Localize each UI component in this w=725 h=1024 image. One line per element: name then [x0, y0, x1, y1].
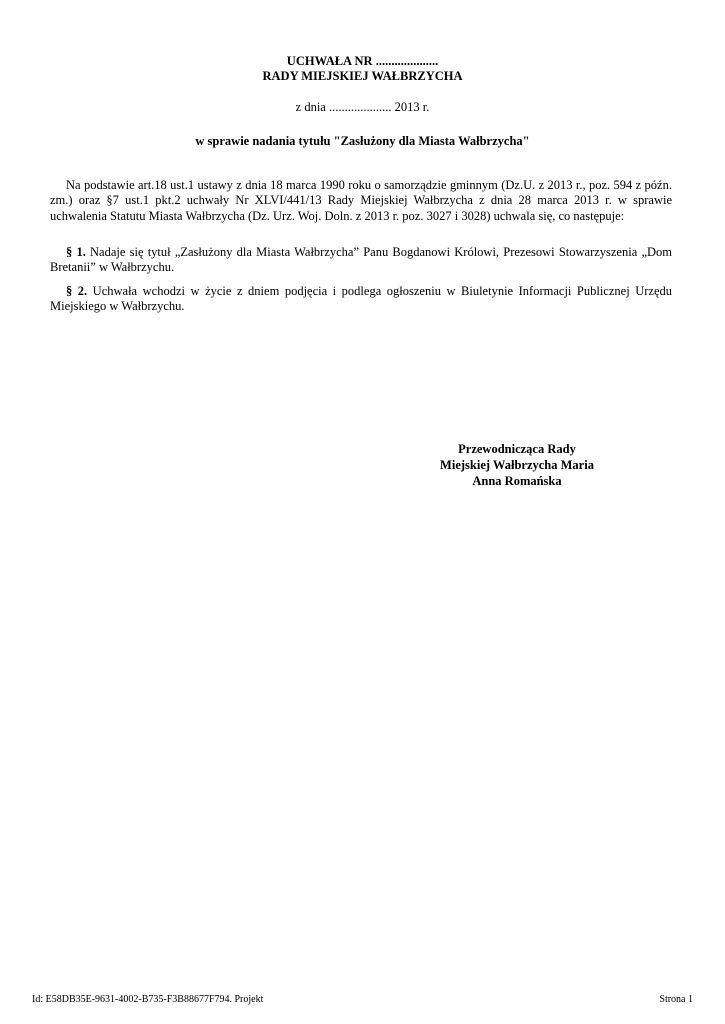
signature-line-2: Miejskiej Wałbrzycha Maria	[440, 458, 594, 472]
resolution-number-title: UCHWAŁA NR ....................	[286, 54, 439, 68]
signature-block	[415, 441, 619, 489]
signature-line-3: Anna Romańska	[472, 474, 562, 488]
signature-line-1: Przewodnicząca Rady	[458, 442, 576, 456]
legal-basis-paragraph: Na podstawie art.18 ust.1 ustawy z dnia 18 marca 1990 roku o samorządzie gminnym (Dz.U. z 2013 r., poz. 594 z późn. zm.) oraz §7 ust.1 pkt.2 uchwały Nr XLVI/441/13 Rady Miejskiej Wałbrzycha z dnia 28 marca 2013 r. w sprawie uchwalenia Statutu Miasta Wałbrzycha (Dz. Urz. Woj. Doln. z 2013 r. poz. 3027 i 3028) uchwala się, co następuje:	[50, 178, 672, 223]
section-2-text: Uchwała wchodzi w życie z dniem podjęcia i podlega ogłoszeniu w Biuletynie Informacji Publicznej Urzędu Miejskiego w Wałbrzychu.	[50, 284, 672, 314]
section-1-label: § 1.	[66, 245, 86, 259]
section-1-paragraph	[50, 245, 672, 276]
resolution-subject: w sprawie nadania tytułu "Zasłużony dla Miasta Wałbrzycha"	[195, 134, 530, 148]
footer-document-id: Id: E58DB35E-9631-4002-B735-F3B88677F794. Projekt	[32, 994, 264, 1005]
resolution-date: z dnia .................... 2013 r.	[295, 100, 430, 114]
footer-page-number: Strona 1	[659, 994, 693, 1005]
section-2-paragraph	[50, 284, 672, 315]
section-1-text: Nadaje się tytuł „Zasłużony dla Miasta Wałbrzycha” Panu Bogdanowi Królowi, Prezesowi Stowarzyszenia „Dom Bretanii” w Wałbrzychu.	[50, 245, 673, 275]
council-name-title: RADY MIEJSKIEJ WAŁBRZYCHA	[262, 69, 463, 83]
section-2-label: § 2.	[66, 284, 88, 298]
